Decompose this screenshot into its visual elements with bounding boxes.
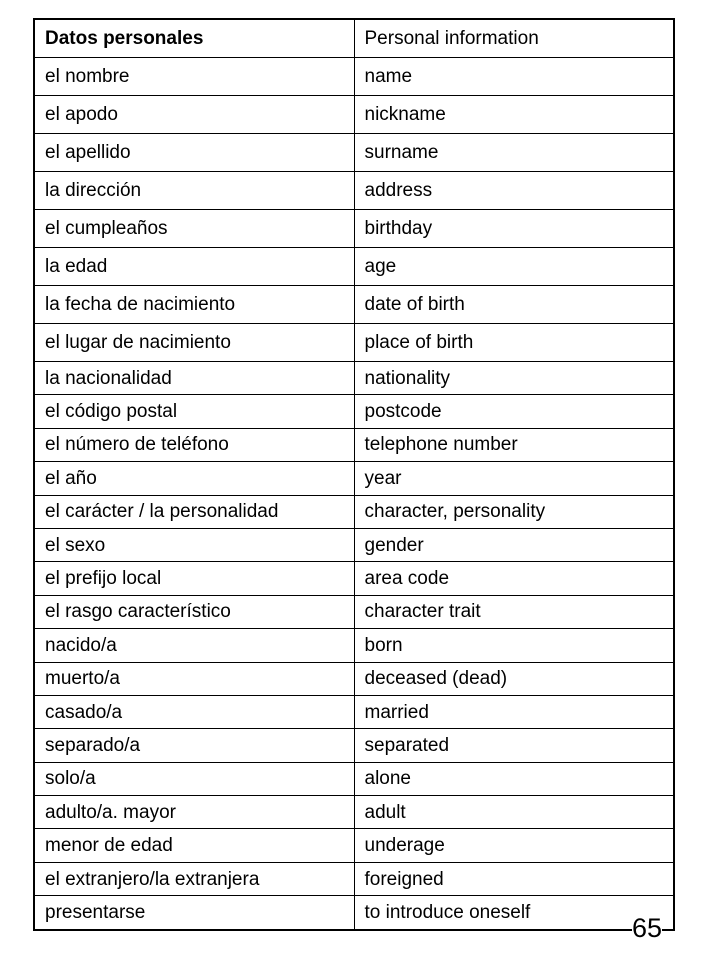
spanish-term: solo/a xyxy=(34,762,354,795)
table-row xyxy=(34,762,674,795)
table-row xyxy=(34,134,674,172)
table-row xyxy=(34,96,674,134)
header-english: Personal information xyxy=(354,19,674,58)
english-term: area code xyxy=(354,562,674,595)
english-term: address xyxy=(354,172,674,210)
table-row xyxy=(34,629,674,662)
spanish-term: la nacionalidad xyxy=(34,362,354,395)
table-row xyxy=(34,695,674,728)
table-row xyxy=(34,595,674,628)
spanish-term: el carácter / la personalidad xyxy=(34,495,354,528)
english-term: deceased (dead) xyxy=(354,662,674,695)
spanish-term: adulto/a. mayor xyxy=(34,796,354,829)
spanish-term: el apellido xyxy=(34,134,354,172)
spanish-term: la fecha de nacimiento xyxy=(34,286,354,324)
english-term: adult xyxy=(354,796,674,829)
english-term: postcode xyxy=(354,395,674,428)
english-term: foreigned xyxy=(354,862,674,895)
english-term: telephone number xyxy=(354,428,674,461)
spanish-term: el sexo xyxy=(34,528,354,561)
english-term: surname xyxy=(354,134,674,172)
table-row xyxy=(34,462,674,495)
spanish-term: el lugar de nacimiento xyxy=(34,324,354,362)
table-row xyxy=(34,395,674,428)
english-term: place of birth xyxy=(354,324,674,362)
table-row xyxy=(34,286,674,324)
english-term: gender xyxy=(354,528,674,561)
english-term: underage xyxy=(354,829,674,862)
table-row xyxy=(34,428,674,461)
spanish-term: el año xyxy=(34,462,354,495)
english-term: character trait xyxy=(354,595,674,628)
table-header-row xyxy=(34,19,674,58)
table-row xyxy=(34,729,674,762)
table-row xyxy=(34,796,674,829)
table-row xyxy=(34,896,674,930)
english-term: name xyxy=(354,58,674,96)
table-row xyxy=(34,172,674,210)
spanish-term: la edad xyxy=(34,248,354,286)
table-row xyxy=(34,829,674,862)
header-spanish: Datos personales xyxy=(34,19,354,58)
spanish-term: el apodo xyxy=(34,96,354,134)
table-row xyxy=(34,362,674,395)
english-term: nationality xyxy=(354,362,674,395)
spanish-term: el cumpleaños xyxy=(34,210,354,248)
spanish-term: el código postal xyxy=(34,395,354,428)
english-term: date of birth xyxy=(354,286,674,324)
english-term: birthday xyxy=(354,210,674,248)
table-row xyxy=(34,562,674,595)
table-row xyxy=(34,662,674,695)
spanish-term: la dirección xyxy=(34,172,354,210)
vocabulary-table xyxy=(33,18,675,931)
table-row xyxy=(34,324,674,362)
spanish-term: menor de edad xyxy=(34,829,354,862)
table-row xyxy=(34,495,674,528)
table-row xyxy=(34,248,674,286)
spanish-term: nacido/a xyxy=(34,629,354,662)
page-number: 65 xyxy=(631,913,662,943)
english-term: alone xyxy=(354,762,674,795)
spanish-term: el extranjero/la extranjera xyxy=(34,862,354,895)
spanish-term: presentarse xyxy=(34,896,354,930)
table-row xyxy=(34,210,674,248)
spanish-term: muerto/a xyxy=(34,662,354,695)
english-term: character, personality xyxy=(354,495,674,528)
english-term: year xyxy=(354,462,674,495)
spanish-term: el rasgo característico xyxy=(34,595,354,628)
english-term: separated xyxy=(354,729,674,762)
spanish-term: el nombre xyxy=(34,58,354,96)
spanish-term: casado/a xyxy=(34,695,354,728)
spanish-term: separado/a xyxy=(34,729,354,762)
english-term: to introduce oneself xyxy=(354,896,674,930)
spanish-term: el prefijo local xyxy=(34,562,354,595)
table-row xyxy=(34,528,674,561)
english-term: married xyxy=(354,695,674,728)
english-term: age xyxy=(354,248,674,286)
english-term: born xyxy=(354,629,674,662)
spanish-term: el número de teléfono xyxy=(34,428,354,461)
table-row xyxy=(34,58,674,96)
english-term: nickname xyxy=(354,96,674,134)
table-row xyxy=(34,862,674,895)
